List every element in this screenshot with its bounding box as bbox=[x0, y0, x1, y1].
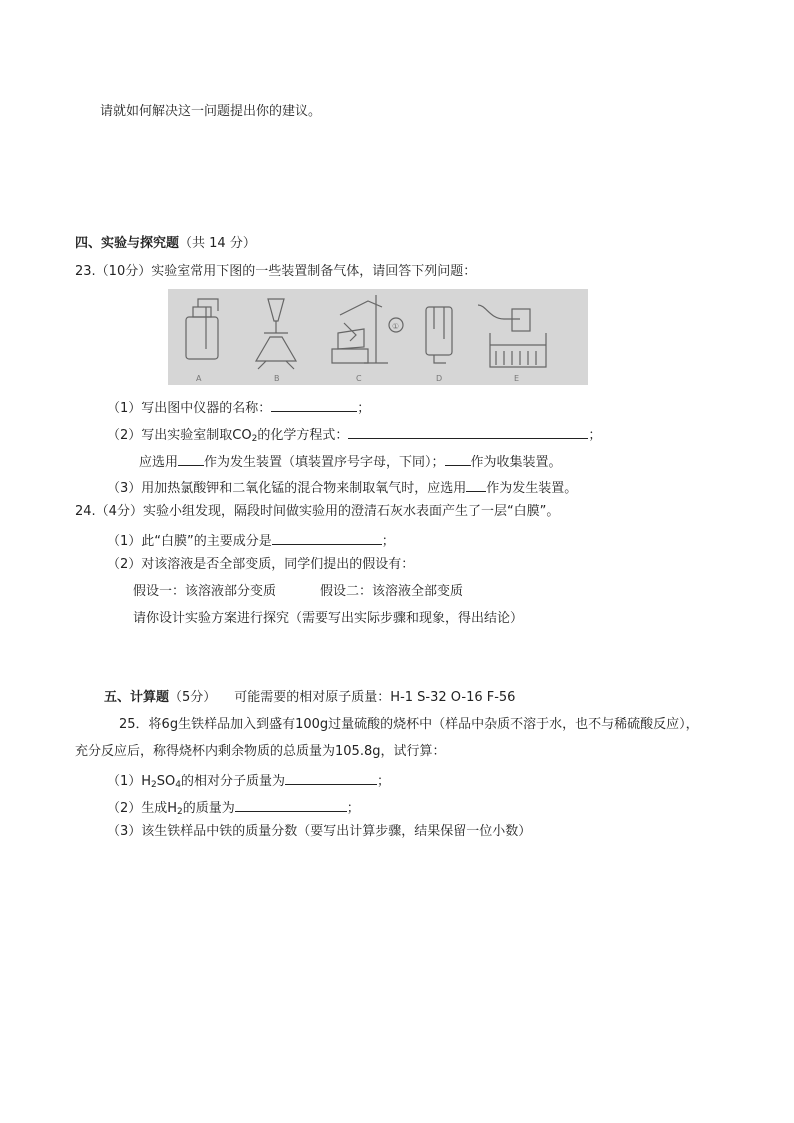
q23-p2-end: ； bbox=[588, 428, 602, 443]
q25-p3: （3）该生铁样品中铁的质量分数（要写出计算步骤，结果保留一位小数） bbox=[107, 824, 532, 839]
apparatus-d bbox=[426, 307, 452, 363]
section4-points: （共 14 分） bbox=[179, 236, 256, 251]
apparatus-figure bbox=[168, 289, 588, 385]
q25-p1-c: 的相对分子质量为 bbox=[181, 774, 286, 789]
q23-p1 bbox=[107, 398, 370, 417]
apparatus-b bbox=[256, 299, 296, 369]
answer-blank[interactable] bbox=[271, 398, 357, 412]
q25-p1-s2: 4 bbox=[175, 780, 181, 790]
section4-heading bbox=[75, 236, 256, 252]
q24-stem: 24.（4分）实验小组发现，隔段时间做实验用的澄清石灰水表面产生了一层“白膜”。 bbox=[75, 504, 560, 519]
q23-p3-b: 作为发生装置。 bbox=[486, 481, 578, 496]
film-blank[interactable] bbox=[272, 531, 382, 545]
label-d: D bbox=[436, 374, 443, 383]
q23-p2b bbox=[139, 452, 562, 471]
q25-p2-end: ； bbox=[346, 801, 360, 816]
apparatus-drawing bbox=[168, 289, 588, 385]
label-c: C bbox=[356, 374, 362, 383]
hydrogen-mass-blank[interactable] bbox=[235, 798, 347, 812]
atomic-masses: 可能需要的相对原子质量：H-1 S-32 O-16 F-56 bbox=[234, 690, 516, 705]
q25-p1-end: ； bbox=[377, 774, 391, 789]
apparatus-e bbox=[478, 305, 546, 367]
q23-p3 bbox=[107, 478, 577, 497]
q25-p1 bbox=[107, 771, 390, 790]
q24-p1-end: ； bbox=[381, 534, 395, 549]
q25-p2-s1: 2 bbox=[177, 807, 183, 817]
q25-p2-c: 的质量为 bbox=[182, 801, 235, 816]
q23-p1-end: ； bbox=[357, 401, 371, 416]
label-a: A bbox=[196, 374, 202, 383]
q24-design: 请你设计实验方案进行探究（需要写出实际步骤和现象，得出结论） bbox=[133, 611, 524, 626]
q25-p2-a: （2）生成H bbox=[107, 801, 178, 816]
label-e: E bbox=[514, 374, 520, 383]
q24-p2: （2）对该溶液是否全部变质，同学们提出的假设有： bbox=[107, 557, 415, 572]
q23-p2b-a: 应选用 bbox=[139, 455, 179, 470]
q23-p3-a: （3）用加热氯酸钾和二氧化锰的混合物来制取氧气时，应选用 bbox=[107, 481, 467, 496]
q25-p1-b: SO bbox=[156, 774, 176, 789]
equation-blank[interactable] bbox=[348, 425, 588, 439]
q24-p1 bbox=[107, 531, 395, 550]
section5-points: （5分） bbox=[169, 690, 217, 705]
apparatus-a bbox=[186, 299, 218, 359]
generator-blank[interactable] bbox=[178, 452, 204, 466]
q23-p2b-c: 作为收集装置。 bbox=[470, 455, 562, 470]
circle-mark: ① bbox=[392, 322, 400, 331]
section4-title: 四、实验与探究题 bbox=[75, 236, 180, 251]
oxygen-generator-blank[interactable] bbox=[466, 478, 486, 492]
q25-p2 bbox=[107, 798, 360, 817]
q23-p1-text: （1）写出图中仪器的名称： bbox=[107, 401, 272, 416]
q23-p2 bbox=[107, 425, 601, 444]
q25-p1-a: （1）H bbox=[107, 774, 152, 789]
q23-p2-text: （2）写出实验室制取CO bbox=[107, 428, 252, 443]
molar-mass-blank[interactable] bbox=[285, 771, 377, 785]
q25-p1-s1: 2 bbox=[151, 780, 157, 790]
q23-p2-text2: 的化学方程式： bbox=[257, 428, 349, 443]
collector-blank[interactable] bbox=[445, 452, 471, 466]
q23-p2b-b: 作为发生装置（填装置序号字母，下同）； bbox=[204, 455, 445, 470]
intro-text: 请就如何解决这一问题提出你的建议。 bbox=[100, 104, 322, 119]
q23-stem: 23.（10分）实验室常用下图的一些装置制备气体，请回答下列问题： bbox=[75, 264, 477, 279]
q25-line2: 充分反应后，称得烧杯内剩余物质的总质量为105.8g，试行算： bbox=[75, 744, 446, 759]
q23-p2-sub: 2 bbox=[251, 434, 258, 444]
section5-title: 五、计算题 bbox=[104, 690, 170, 705]
q24-hypothesis-1: 假设一：该溶液部分变质 bbox=[133, 584, 277, 599]
q24-hypothesis-2: 假设二：该溶液全部变质 bbox=[320, 584, 464, 599]
q25-line1: 25．将6g生铁样品加入到盛有100g过量硫酸的烧杯中（样品中杂质不溶于水，也不与稀硫酸反应）， bbox=[119, 717, 699, 732]
q24-p1-text: （1）此“白膜”的主要成分是 bbox=[107, 534, 272, 549]
label-b: B bbox=[274, 374, 280, 383]
section5-heading bbox=[104, 690, 515, 706]
